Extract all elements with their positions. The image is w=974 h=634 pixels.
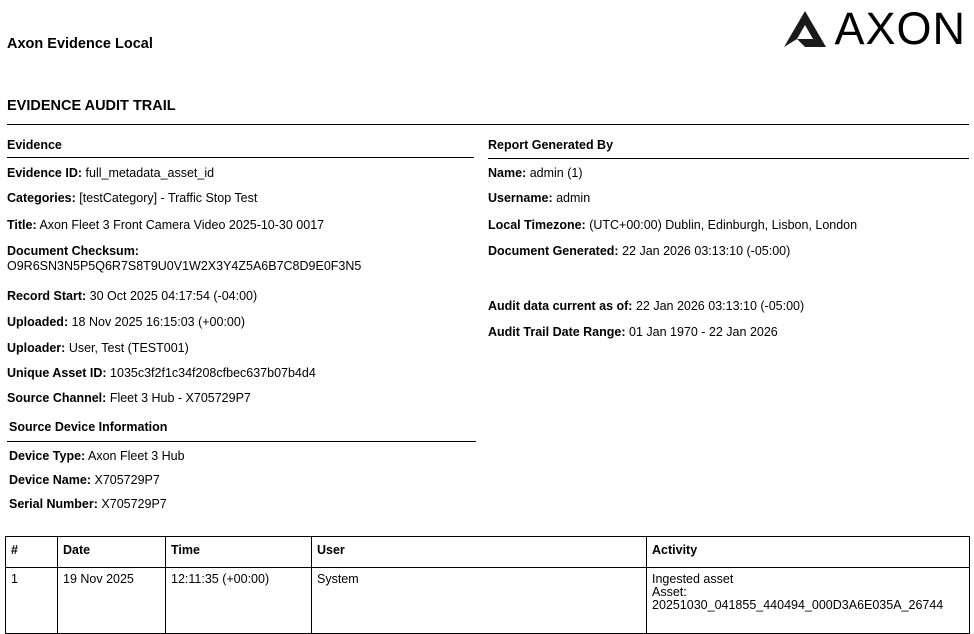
- column-header-number: #: [6, 537, 58, 568]
- evidence-heading: Evidence: [7, 138, 62, 152]
- source-device-divider: [7, 441, 476, 442]
- title-field: Title: Axon Fleet 3 Front Camera Video 2025-10-30 0017: [7, 218, 325, 232]
- record-start-field: Record Start: 30 Oct 2025 04:17:54 (-04:00): [7, 289, 258, 303]
- local-timezone-field: Local Timezone: (UTC+00:00) Dublin, Edinburgh, Lisbon, London: [488, 218, 858, 232]
- row-time-cell: 12:11:35 (+00:00): [166, 568, 312, 634]
- device-name-field: Device Name: X705729P7: [9, 473, 160, 487]
- column-header-user: User: [312, 537, 647, 568]
- logo-text: AXON: [834, 3, 966, 54]
- app-name: Axon Evidence Local: [7, 36, 153, 52]
- table-row: [6, 568, 970, 634]
- column-header-date: Date: [58, 537, 166, 568]
- source-device-heading: Source Device Information: [9, 420, 168, 434]
- document-generated-field: Document Generated: 22 Jan 2026 03:13:10 (-05:00): [488, 244, 791, 258]
- uploaded-field: Uploaded: 18 Nov 2025 16:15:03 (+00:00): [7, 315, 245, 329]
- row-activity-cell: [647, 568, 970, 634]
- row-user-cell: System: [312, 568, 647, 634]
- uploader-field: Uploader: User, Test (TEST001): [7, 341, 189, 355]
- unique-asset-id-field: Unique Asset ID: 1035c3f2f1c34f208cfbec637b07b4d4: [7, 366, 316, 380]
- name-field: Name: admin (1): [488, 166, 583, 180]
- audit-date-range-field: Audit Trail Date Range: 01 Jan 1970 - 22 Jan 2026: [488, 325, 778, 339]
- report-heading: Report Generated By: [488, 138, 614, 152]
- checksum-field: Document Checksum: O9R6SN3N5P5Q6R7S8T9U0V1W2X3Y4Z5A6B7C8D9E0F3N5: [7, 244, 362, 273]
- audit-current-field: Audit data current as of: 22 Jan 2026 03:13:10 (-05:00): [488, 299, 805, 313]
- device-type-field: Device Type: Axon Fleet 3 Hub: [9, 449, 185, 463]
- evidence-id-field: Evidence ID: full_metadata_asset_id: [7, 166, 215, 180]
- activity-line: Asset:: [652, 585, 687, 599]
- row-number-cell: 1: [6, 568, 58, 634]
- axon-logo: [782, 3, 966, 54]
- serial-number-field: Serial Number: X705729P7: [9, 497, 167, 511]
- activity-line: Ingested asset: [652, 572, 734, 586]
- column-header-time: Time: [166, 537, 312, 568]
- title-divider: [7, 124, 969, 125]
- table-header-row: [6, 537, 970, 568]
- row-date-cell: 19 Nov 2025: [58, 568, 166, 634]
- evidence-divider: [7, 157, 474, 158]
- column-header-activity: Activity: [647, 537, 970, 568]
- source-channel-field: Source Channel: Fleet 3 Hub - X705729P7: [7, 391, 251, 405]
- activity-line: 20251030_041855_440494_000D3A6E035A_26744: [652, 598, 944, 612]
- report-title: EVIDENCE AUDIT TRAIL: [7, 98, 176, 114]
- audit-table: [5, 536, 970, 634]
- categories-field: Categories: [testCategory] - Traffic Stop Test: [7, 191, 258, 205]
- report-divider: [488, 158, 969, 159]
- axon-delta-icon: [782, 9, 828, 49]
- username-field: Username: admin: [488, 191, 591, 205]
